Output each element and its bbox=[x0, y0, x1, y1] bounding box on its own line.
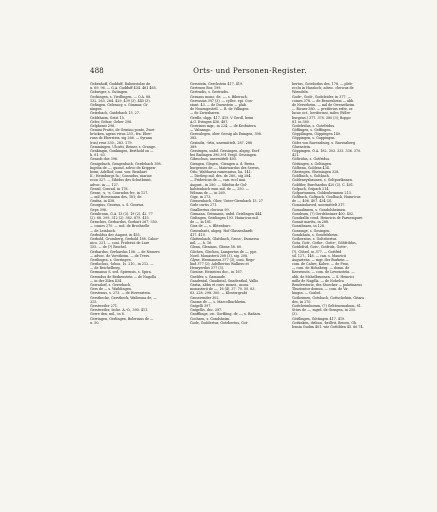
index-entry-line: Gense, -s, -e, Conradus fec. in 127. bbox=[90, 190, 149, 195]
index-entry-line: Augustens. — mgr. der Burkein — bbox=[292, 257, 349, 262]
index-entry-line: Gibrochun, unermittelt 405. bbox=[190, 157, 237, 162]
index-entry-line: — advoc. de Vorstheim. — de Tvers. bbox=[90, 253, 151, 258]
index-entry-line: de Nerseheim. — mil de Owenstheim. bbox=[292, 102, 356, 107]
index-entry-line: Gerwinus mgr., in 224. — de Kesbatern bbox=[190, 123, 256, 128]
index-entry-line: kalstenbach eum mil. de —, 250. — bbox=[190, 186, 249, 191]
index-entry-line: Gotheimen, Gotsbach, Gottschehim, Gitara bbox=[292, 295, 364, 300]
index-entry-line: nico. 221. — coni. Friderici de Lare bbox=[90, 241, 150, 246]
index-entry-line: Göppilingen, Göppingen 140. bbox=[292, 132, 341, 137]
index-entry-line: de —, in 181. bbox=[190, 220, 213, 225]
index-entry-line: — de Reichelberg. bbox=[90, 266, 121, 271]
index-entry-line: — Fridericus de —, can. eccl mai. bbox=[190, 178, 247, 183]
index-entry-line: Göffingen, s. Geffingen. bbox=[292, 128, 332, 133]
index-entry-line: Gislingen, Geislingen 193. Hainricus mil. bbox=[190, 216, 259, 220]
index-entry-line: Gige, in 273. bbox=[190, 195, 212, 200]
index-entry-line: monasterii de —, 16 (4). 37. 70. 50. 63. bbox=[190, 287, 256, 292]
index-entry-line: — Valnango. bbox=[190, 128, 211, 133]
index-entry-line: hingin. — Gosbel. bbox=[292, 291, 322, 296]
index-entry-line: Gefingen, Gelenacy, s. Gimmar, Gi- bbox=[90, 102, 149, 107]
index-entry-line: de Neuengestetl. — B. de Villingen bbox=[190, 107, 249, 112]
index-entry-line: Kenvenuts. — com. de Lewenstein. — bbox=[292, 270, 355, 275]
index-entry-line: Gluenstein. bbox=[292, 144, 312, 149]
index-entry-line: Wiendeln. bbox=[292, 90, 309, 95]
index-entry-line: lucae oct., heriforinsi, miles (Wilre- bbox=[292, 111, 352, 116]
index-entry-line: Gerbold, Grossberg, Gerbold 188. Cabor- bbox=[90, 236, 160, 241]
index-entry-line: Gnigelli 397. bbox=[190, 303, 212, 308]
index-entry-line: Genigebach, Gengenbach, Gerdebach 398. bbox=[90, 161, 162, 166]
index-entry-line: Thuriontor domun. — com. de Va- bbox=[292, 287, 349, 292]
index-entry-line: Gebwiger, s. Gutingen. bbox=[90, 90, 129, 95]
index-entry-line: Gemini Fratte, de Gemino ponte, Zwei- bbox=[90, 128, 156, 133]
index-entry-line: abb. de Mshelbrunnen. — S. Heinrici bbox=[292, 274, 354, 279]
index-entry-line: Germanus S. sed. Spirensis, s. Spira. bbox=[90, 270, 152, 275]
index-entry-line: Gerstbecke, Gerstbeck, Waibrona de, — bbox=[90, 295, 157, 300]
index-entry-line: comes 378. — de Bessenheim — abb. bbox=[292, 98, 355, 103]
index-entry-line: Göppingen, s. Guppingen. bbox=[292, 136, 336, 141]
index-entry-line: Goldtler, Burchardus 420 (3). C. 401. bbox=[292, 182, 354, 187]
index-entry-line: Gessingen, unbd. Gessingen, abgeg. Dorf bbox=[190, 149, 260, 153]
index-entry-line: Gonnit maritu, in 288. bbox=[292, 220, 330, 225]
index-entry-line: Grossvender 302. bbox=[190, 295, 220, 300]
index-entry-line: 155. — de (?) Reichel. bbox=[90, 245, 127, 250]
index-entry-line: Gomaisshaved, unermittelt 317. bbox=[292, 203, 346, 208]
index-entry-line: Gratia, abbn et conv. monst., mons. bbox=[190, 283, 250, 287]
index-column-left bbox=[90, 82, 176, 325]
page-title: Orts- und Personen-Register. bbox=[193, 66, 307, 75]
index-entry-line: Golpurtunnen, Goldenbrunnen 213. bbox=[292, 190, 352, 195]
index-entry-line: — Bicuer 380. — pretferius erfer, or. bbox=[292, 107, 353, 112]
index-entry-line: Goltbach, Goltpach, Goolbach, Hainricus bbox=[292, 195, 361, 200]
index-entry-line: Girle curtis 271. bbox=[190, 203, 218, 208]
index-entry-line: August., in 280. — Sibidus de Gol- bbox=[190, 182, 248, 187]
index-entry-line: — mil Horsemann des, 181; de bbox=[90, 195, 142, 200]
index-entry-line: Geckingen, s. Viedlingen. — O.A. 88. bbox=[90, 94, 152, 99]
index-entry-line: 385. bbox=[190, 136, 198, 141]
index-entry-line: Gerilingen, s. Gerringen. bbox=[90, 257, 132, 262]
index-entry-line: stant. 43. — de Duenstein — plab. bbox=[190, 102, 247, 107]
index-entry-line: Gnufflinge, oic. Gorffiing, de —, s. Radarn. bbox=[190, 312, 262, 317]
index-entry-line: Gerringen, Gerlingen, Bolerinus de — bbox=[90, 316, 154, 321]
index-entry-line: Gemmingen, Ulcutti, Reiner, s. Grange. bbox=[90, 144, 156, 149]
index-entry-line: — in der Zilen 434. bbox=[90, 278, 123, 283]
index-entry-line: Giengen, Glegen, -Giengen a. d. Brenz, bbox=[190, 161, 256, 166]
index-entry-line: Wilman de —, in 260. bbox=[190, 190, 226, 195]
index-entry-line: Godefridus, s. Gotefridus. bbox=[292, 123, 336, 128]
index-entry-line: — de Leinbach. bbox=[90, 228, 116, 233]
index-entry-line: Gerradorf, s. Gerrebach. bbox=[90, 283, 132, 287]
index-entry-line: Gerhardus, Gerhardus 108. — de Nemers bbox=[90, 249, 160, 254]
index-entry-line: burgenses de —, Mainwardus des Serrus, bbox=[190, 165, 260, 170]
index-entry-line: Glattenbach, Glattbach, Gross-, Dumersa bbox=[190, 236, 259, 241]
index-entry-line: — comes 270. — sod. de Brochselle bbox=[90, 224, 150, 229]
index-entry-line: Gismann, Geismann, unbd. Geislingen 444. bbox=[190, 211, 263, 216]
index-entry-line: Gölbena, Goldens 434. bbox=[292, 165, 330, 170]
index-entry-line: Gode-, Godi-, Godeleider, in 377. — bbox=[292, 94, 351, 99]
index-entry-line: Gensil, Conrad, in 178. bbox=[90, 186, 129, 191]
index-entry-line: Stürs de —, mgrd. de Giengen, in 250. bbox=[292, 308, 357, 313]
index-entry-line: Gonsilisaen, in 128. bbox=[292, 224, 325, 229]
index-entry-line: Gerstenus, s. 273. — de Hovenstein. bbox=[90, 291, 151, 296]
index-entry-line: runs de Ebersteis, sig 266. — Syrann bbox=[90, 136, 153, 141]
index-entry-line: Geler, Gelsar, Geber 396. bbox=[90, 119, 133, 124]
index-entry-line: Geldshaim, Geist 15. bbox=[90, 115, 125, 120]
index-entry-line: bei Badingen 390.391 Vergl. Gessingen. bbox=[190, 153, 257, 158]
index-entry-line: 132. 263. 264. 429. 439 (3). 445 (3). bbox=[90, 98, 151, 103]
index-entry-line: 81. in 380. bbox=[292, 119, 310, 124]
index-entry-line: Gotheratus, s. Goltebertus. bbox=[292, 236, 338, 241]
index-entry-line: Ingeba de —, quond. advoc de Krippen- bbox=[90, 165, 157, 170]
index-entry-line: com. de Calwe, Kalwe. — de Fron. bbox=[292, 262, 350, 267]
index-entry-line: ecclu in Hassloch; advoc. clericus de bbox=[292, 86, 354, 91]
index-entry-line: advoc. in —, 127. bbox=[90, 182, 119, 187]
index-entry-line: Gersstein, Gerchstein 417. 419. bbox=[190, 82, 244, 86]
index-entry-line: Gelphrant 296. bbox=[90, 123, 116, 128]
index-entry-line: A.G. Evingen 436. 487. bbox=[190, 119, 229, 124]
index-entry-line: Gers de — s. Waiblingen. bbox=[90, 287, 132, 292]
index-entry-line: Gertrudis, s. Gertrudis. bbox=[190, 90, 230, 95]
index-entry-line: 63. 228. 298. 300. — Klostergrubt bbox=[190, 291, 248, 296]
index-entry-line: Gerdle, shpp. 417. 419. V Gerdl, beim bbox=[190, 115, 254, 120]
index-entry-line: bertus, Gotebodus des, 178. — pleb- bbox=[292, 82, 353, 86]
index-entry-line: Gerondus de Berkenstein — de Nagolla bbox=[90, 274, 157, 279]
index-entry-line: — de Zwiesbaren. bbox=[190, 111, 221, 116]
index-entry-line: Gissenbaitt, abgeg. Hof Glassenhardt bbox=[190, 228, 253, 233]
index-entry-line: (3). bbox=[292, 312, 298, 317]
index-entry-line: Geruaus mono. de. —, s. Biberach. bbox=[190, 94, 248, 99]
index-entry-line: u. 69. 96. — G.A. Gudduff 434. 461 465. bbox=[90, 86, 157, 91]
index-entry-line: des, in 270. bbox=[292, 299, 312, 304]
index-entry-line: Gondrallis cend. Heinricis de Farnempure. bbox=[292, 216, 364, 220]
index-entry-line: h. 61. 63. bbox=[90, 153, 106, 158]
index-entry-line: — com. de Hohnberg. — domn. de bbox=[292, 266, 350, 271]
index-entry-line: Glyne, Hermannus 377 (3); coni. Rege- bbox=[190, 257, 256, 262]
index-entry-line: de —, 406. 407. 434 (3). bbox=[292, 199, 333, 204]
index-entry-line: Gnigellis, doc. 397. bbox=[190, 308, 223, 313]
index-entry-line: Gerstweiler, Ische. A.-O., 390. 411. bbox=[90, 308, 149, 313]
index-entry-line: ecou 327. — Sibidus des Schutbrant, bbox=[90, 178, 152, 183]
index-entry-line: Givaine, Heinricus doc., in 167. bbox=[190, 270, 243, 275]
index-entry-line: Rendersterie, des Stoecker — palatinarus bbox=[292, 283, 362, 287]
index-entry-line: u. 50. bbox=[90, 320, 100, 325]
index-column-middle bbox=[190, 82, 276, 325]
index-entry-line: ningen. bbox=[90, 107, 103, 112]
index-entry-line: Gottinken, drihun, -brillvit, Brioen, Gh. bbox=[292, 320, 358, 325]
index-entry-line: Gebenhoff, Gudduff, Rabenstolze de bbox=[90, 82, 151, 86]
index-entry-line: 421. bbox=[292, 153, 300, 158]
index-entry-line: Nord. Monasterii 208 (3), sig. 208. bbox=[190, 253, 249, 258]
index-entry-line: Gottcheimborum, (?) Gelttenemahum, 81. bbox=[292, 303, 362, 308]
index-entry-line: Glenn, Gleninus, Gliene 58. 60. bbox=[190, 245, 243, 250]
index-entry-line: Goldeneyzbaunen, s. Goltpuriknnen. bbox=[292, 178, 353, 183]
index-entry-line: mille de Nagilla. — de Nohelca bbox=[292, 278, 344, 283]
index-entry-line: Gotdefrid, Gots-, Gotfrids, Gotte-, bbox=[292, 245, 348, 250]
index-entry-line: 417. 419. bbox=[190, 232, 206, 237]
index-entry-line: sil. 127., 148. — can. s. Mauricii bbox=[292, 253, 346, 258]
index-entry-line: Gerwalegen, ober Gersig als Exingen, 398. bbox=[190, 132, 262, 137]
index-entry-line: Göler von Ravensburg, s. Ravensberg bbox=[292, 140, 356, 145]
index-entry-line: Gerboldus dec August, in 455. bbox=[90, 232, 141, 237]
index-entry-line: (2). 88. 299. 312 (2). 382. 879. 415. bbox=[90, 216, 150, 220]
index-entry-line: Gheringen, Gheiningen 328. bbox=[292, 169, 340, 174]
index-entry-line: Gertruen Bor, 199. bbox=[190, 86, 222, 91]
index-entry-line: Göltridus, s. Gotfridus. bbox=[292, 157, 331, 162]
index-entry-line: Gochsen, s. Gondsheim. bbox=[190, 316, 231, 321]
index-entry-line: Gervasius 397 (3). — cyllec. epi. Con- bbox=[190, 98, 253, 103]
index-entry-line: heim; Adelhof, coni. vox: Reinhart bbox=[90, 169, 147, 174]
index-entry-line: Göppingen, O.A. 182. 303. 333. 336. 370. bbox=[292, 149, 362, 153]
index-entry-line: Gomadinnen, s. Gondolsheimen. bbox=[292, 207, 347, 212]
index-entry-line: Gius de —, s. Blitenburc. bbox=[190, 224, 232, 229]
index-entry-line: Gerachus, Gerhardus, Gorhart 267. 350. bbox=[90, 220, 158, 225]
index-entry-line: Göttlingen, Göttingen 417. 419. bbox=[292, 316, 346, 321]
index-entry-line: Genzob doe 396. bbox=[90, 157, 119, 162]
index-entry-line: Gerre den, mil., in 8. bbox=[90, 312, 125, 317]
index-entry-line: Gnelder, s. Gamunde. bbox=[190, 274, 227, 279]
index-entry-line: Gota, Goti-, Gothe-, Gotte-, Göltfrildus, bbox=[292, 241, 357, 246]
index-entry-line: Geisebach, Guidebach 15. 27. bbox=[90, 111, 140, 116]
index-entry-line: Giessenbach, Oher, Unter-Giessbach 15. 27 bbox=[190, 199, 263, 204]
index-entry-line: mil. —, h. 16. bbox=[190, 241, 213, 246]
index-entry-line: Genkingin, Gonkingen, Berthold on — bbox=[90, 149, 154, 153]
index-entry-line: Gnadental, Gnadintal, Gnadenthal, Vallis bbox=[190, 278, 259, 283]
index-entry-line: brücken, agens vieus 230., fra. Eber- bbox=[90, 132, 152, 137]
index-entry-line: II.; Heimburgs fa.; Conradus, mariae bbox=[90, 174, 152, 179]
index-entry-line: Grafna, in 438. bbox=[90, 199, 116, 204]
index-entry-line: 325. bbox=[90, 299, 98, 304]
index-entry-line: Glichen, Glechen, Lampertus de —, ppr. bbox=[190, 249, 257, 254]
index-entry-line: Gisalbertus clericus 99. bbox=[190, 207, 230, 212]
index-entry-line: Gerabronn, G.A. 13 (3). 19 (2). 42. 77 bbox=[90, 211, 153, 216]
index-entry-line: Gerstweiler 271. bbox=[90, 303, 118, 308]
index-entry-line: Gnome de —, s. Marcolbachheim. bbox=[190, 299, 247, 304]
index-entry-line: lensia Gudim 401. wie Gottilden 45. 66 74. bbox=[292, 324, 364, 329]
index-entry-line: Gondzhain, s. Gondelsheim. bbox=[292, 232, 339, 237]
index-entry-line: Gonzinge, s. Gosingen. bbox=[292, 228, 331, 233]
index-entry-line: Gondeum, (?) Gerdsheimer 400. 402. bbox=[292, 211, 355, 216]
index-entry-line: Gode, Goddertus, Gotebertus, Got- bbox=[190, 320, 249, 325]
page-header bbox=[90, 66, 380, 78]
index-entry-line: 389. bbox=[190, 144, 198, 149]
index-column-right bbox=[292, 82, 378, 329]
index-entry-line: lind 377 (2); Adelbertus Walkero et bbox=[190, 262, 249, 267]
index-entry-line: Göttingen, s. Geltingen. bbox=[292, 161, 332, 166]
index-entry-line: Gesindis, -triis, unermittelt, 287. 288 bbox=[190, 140, 253, 145]
index-entry-line: (rus) reus 330., 283. 279. bbox=[90, 140, 133, 145]
index-entry-line: Goldbach, s. Goltbach. bbox=[292, 174, 330, 179]
index-entry-line: Gerilochus, -lohus, 1s. 210., in 212. — bbox=[90, 262, 154, 267]
index-entry-line: Georgius, Georius, s. S. Georius. bbox=[90, 203, 145, 208]
index-entry-line: Otto, Waltharus ramesarius, ba. 141. bbox=[190, 169, 252, 174]
page-number: 488 bbox=[90, 66, 104, 75]
index-entry-line: (?), Götzel, in 377. — Gottfrid bbox=[292, 249, 342, 254]
index-entry-line: Henryerdus 377 (3). bbox=[190, 266, 224, 271]
index-entry-line: Gepe 396. bbox=[90, 207, 108, 212]
index-entry-line: Golpach, Gripach 214. bbox=[292, 186, 330, 191]
index-entry-line: burgens.) 377. 378. 380 (3); Boppo bbox=[292, 115, 351, 120]
index-entry-line: — Dietleip mil. des. de 280., sig 284. bbox=[190, 174, 252, 179]
